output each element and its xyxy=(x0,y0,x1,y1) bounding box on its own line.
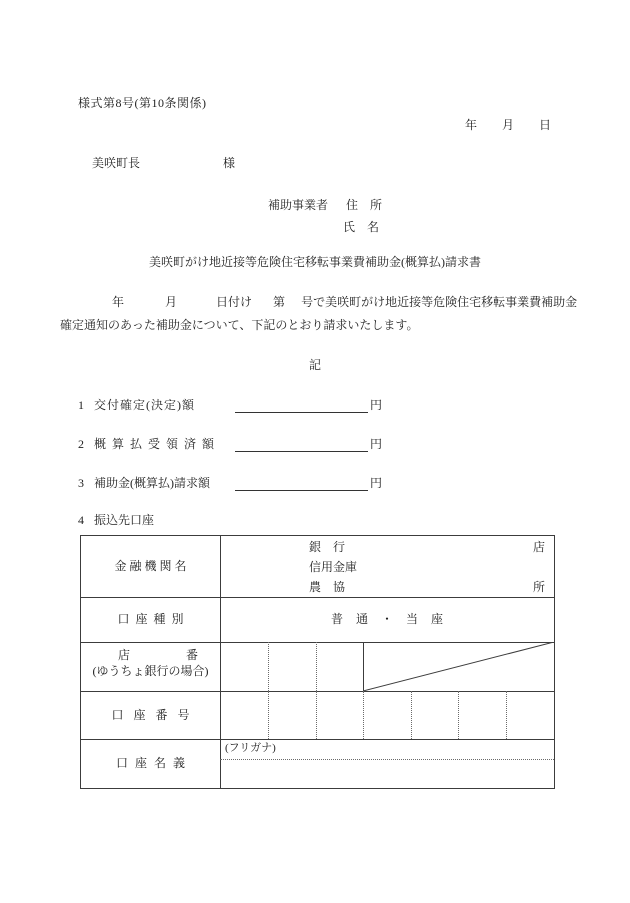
digit-cell-divider xyxy=(506,691,507,739)
branch-number-label xyxy=(81,642,220,691)
date-line xyxy=(465,119,551,132)
office-suffix-label: 所 xyxy=(532,580,545,594)
nokyo-option-label: 農 協 xyxy=(309,580,346,594)
amount-fill-line xyxy=(235,399,368,413)
digit-cell-divider xyxy=(363,691,364,739)
account-holder-label: 口座名義 xyxy=(115,756,192,770)
item-row-3 xyxy=(0,477,630,493)
addressee-honorific: 様 xyxy=(223,156,236,170)
applicant-role-label: 補助事業者 xyxy=(268,198,329,212)
date-year-label: 年 xyxy=(465,118,478,132)
body-line1-tail: 号で美咲町がけ地近接等危険住宅移転事業費補助金 xyxy=(301,295,578,309)
item-row-2 xyxy=(0,438,630,454)
bank-account-table xyxy=(80,535,555,789)
item-row-4 xyxy=(0,514,630,530)
blank-month-label: 月 xyxy=(165,295,178,309)
body-paragraph-line1 xyxy=(60,296,577,309)
addressee-line xyxy=(92,156,236,170)
item-row-1 xyxy=(0,399,630,415)
digit-cell-divider xyxy=(268,691,269,739)
institution-option-nokyo xyxy=(220,577,554,597)
applicant-address-line xyxy=(268,199,382,212)
shinkin-option-label: 信用金庫 xyxy=(309,560,358,574)
item-label: 概算払受領済額 xyxy=(94,437,221,451)
body-paragraph-line2: 確定通知のあった補助金について、下記のとおり請求いたします。 xyxy=(60,318,419,332)
yen-unit-label: 円 xyxy=(370,398,383,412)
account-number-label: 口座番号 xyxy=(111,708,200,722)
yen-unit-label: 円 xyxy=(370,437,383,451)
branch-label-last: 番 xyxy=(185,648,198,662)
yen-unit-label: 円 xyxy=(370,476,383,490)
item-number: 1 xyxy=(78,398,84,412)
applicant-address-label: 住 所 xyxy=(346,198,383,212)
bank-option-label: 銀 行 xyxy=(309,540,346,554)
furigana-divider-line xyxy=(220,759,554,760)
blank-day-label: 日付け xyxy=(216,295,253,309)
date-day-label: 日 xyxy=(538,118,551,132)
institution-option-shinkin xyxy=(220,557,554,577)
notice-number-prefix: 第 xyxy=(273,295,286,309)
digit-cell-divider xyxy=(458,691,459,739)
item-number: 4 xyxy=(78,513,84,527)
branch-label-first: 店 xyxy=(118,648,131,662)
item-label: 補助金(概算払)請求額 xyxy=(94,476,210,490)
item-label: 振込先口座 xyxy=(94,513,155,527)
digit-cell-divider xyxy=(316,691,317,739)
item-number: 2 xyxy=(78,437,84,451)
account-type-label: 口座種別 xyxy=(117,612,190,626)
item-number: 3 xyxy=(78,476,84,490)
digit-cell-divider xyxy=(411,691,412,739)
branch-number-note: (ゆうちょ銀行の場合) xyxy=(92,664,209,678)
addressee-name: 美咲町長 xyxy=(92,156,141,170)
item-label: 交付確定(決定)額 xyxy=(94,398,195,412)
institution-option-bank xyxy=(220,537,554,557)
furigana-label: (フリガナ) xyxy=(225,742,276,754)
form-number: 様式第8号(第10条関係) xyxy=(78,96,207,110)
diagonal-strike-line xyxy=(363,642,554,691)
financial-institution-cell xyxy=(220,536,554,597)
digit-cell-divider xyxy=(268,642,269,691)
document-title: 美咲町がけ地近接等危険住宅移転事業費補助金(概算払)請求書 xyxy=(149,255,481,269)
blank-year-label: 年 xyxy=(112,295,125,309)
amount-fill-line xyxy=(235,477,368,491)
record-marker: 記 xyxy=(308,358,321,372)
financial-institution-label: 金融機関名 xyxy=(114,559,190,573)
digit-cell-divider xyxy=(316,642,317,691)
account-type-options: 普通・当座 xyxy=(330,612,456,626)
branch-suffix-label: 店 xyxy=(532,540,545,554)
amount-fill-line xyxy=(235,438,368,452)
applicant-name-line xyxy=(343,221,379,234)
applicant-name-label: 氏 名 xyxy=(343,220,380,234)
branch-number-label-line xyxy=(118,649,198,662)
date-month-label: 月 xyxy=(501,118,514,132)
